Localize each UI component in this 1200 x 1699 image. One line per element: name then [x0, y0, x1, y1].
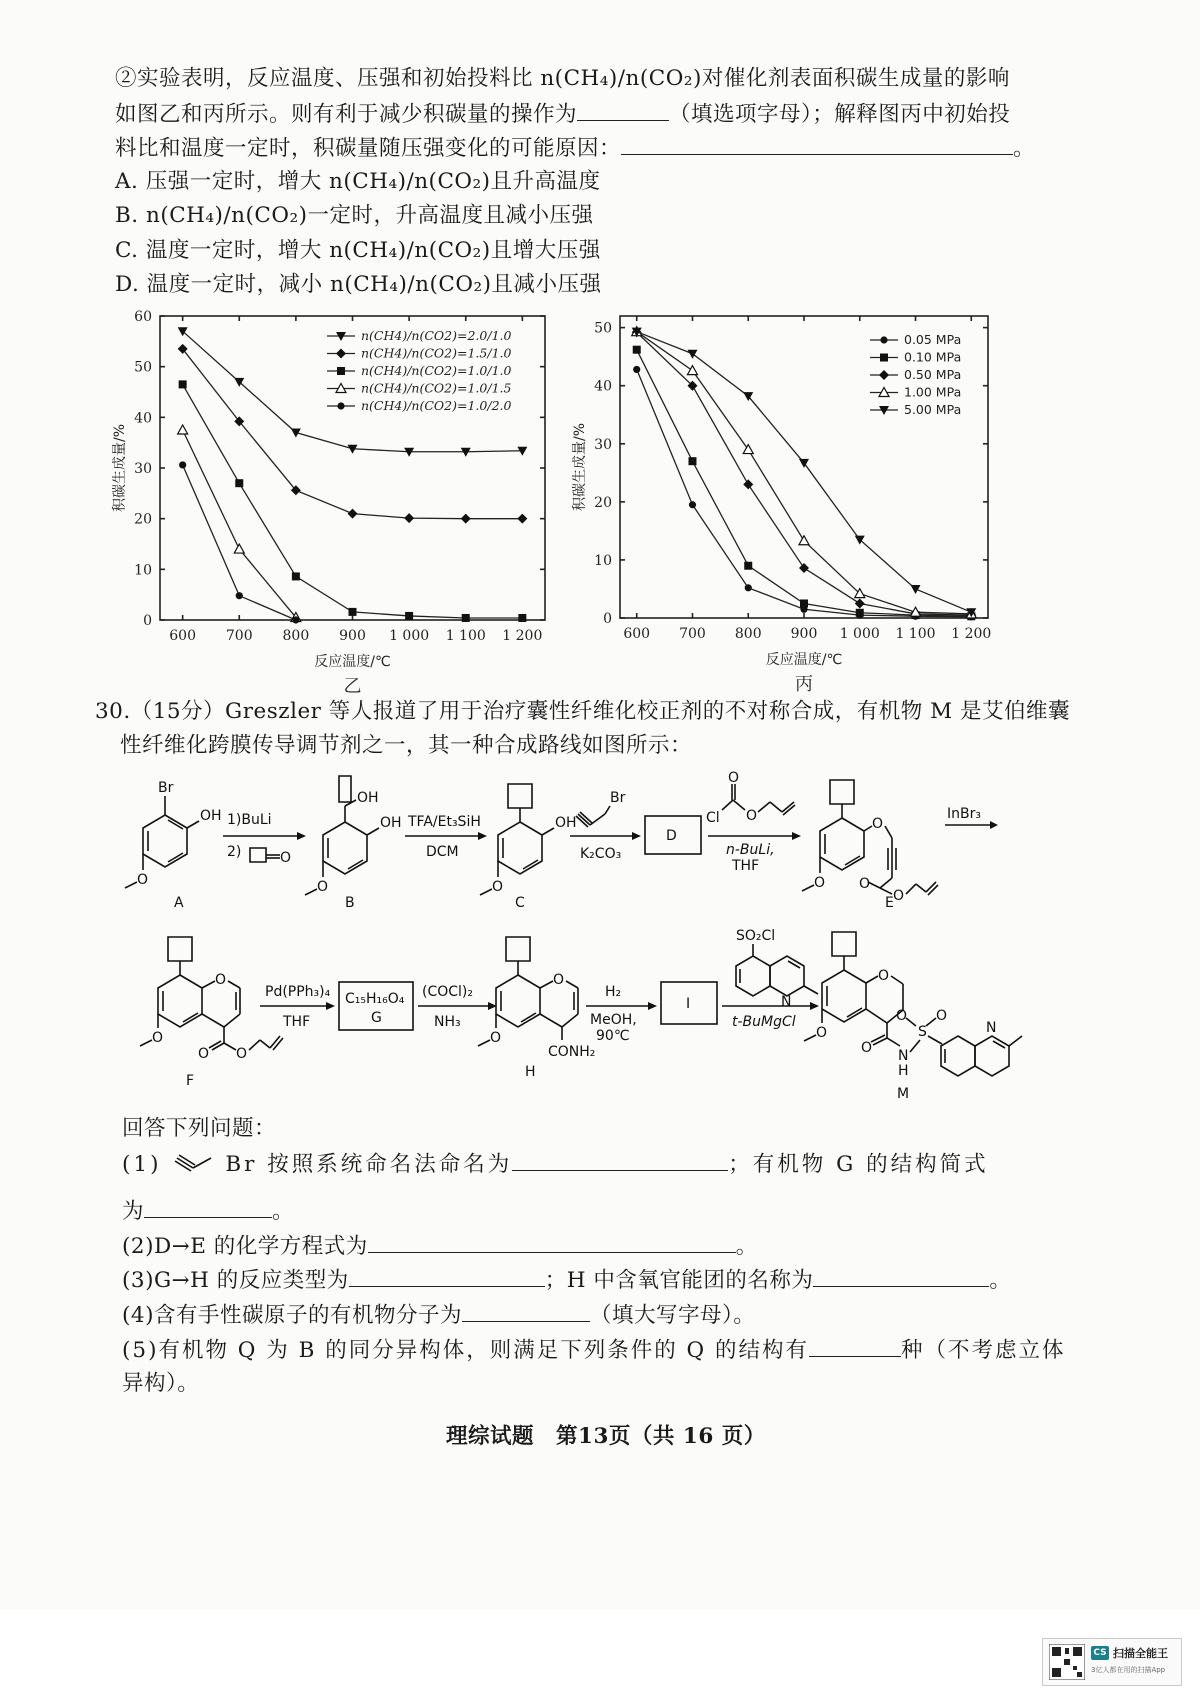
q30-line2: 性纤维化跨膜传导调节剂之一，其一种合成路线如图所示： [120, 733, 693, 758]
data-point [518, 614, 526, 622]
atom-o: O [280, 850, 292, 866]
q29-line3-b: 。 [1013, 136, 1036, 161]
arrowhead [326, 1002, 335, 1010]
arrowhead [810, 1002, 819, 1010]
allyl-chloroformate-icon [706, 770, 795, 826]
atom-o: O [872, 816, 884, 832]
data-point [799, 459, 809, 468]
q2-end: 。 [735, 1234, 758, 1259]
legend-marker [336, 349, 346, 359]
data-point [743, 445, 753, 454]
y-axis-label: 积碳生成量/% [572, 422, 588, 512]
y-axis-label: 积碳生成量/% [112, 423, 128, 513]
x-tick-label: 900 [790, 626, 818, 642]
atom-o: O [893, 888, 905, 904]
quinoline-sulfonyl-chloride-icon [736, 928, 818, 1010]
q29-line2 [115, 98, 1010, 130]
atom-o: O [137, 872, 149, 888]
label-d: D [666, 828, 677, 844]
y-tick-label: 60 [134, 309, 152, 325]
qr-code-icon [1049, 1644, 1085, 1680]
compound-b [305, 776, 402, 911]
atom-o: O [492, 879, 504, 895]
atom-o: O [896, 1008, 908, 1024]
answer-intro: 回答下列问题： [122, 1116, 277, 1141]
page-footer: 理综试题 第13页（共 16 页） [446, 1424, 766, 1449]
atom-o: O [878, 968, 890, 984]
q1-text-e: 。 [272, 1199, 295, 1224]
legend-label: 0.10 MPa [904, 349, 962, 365]
y-tick-label: 20 [594, 494, 612, 511]
data-point [687, 350, 697, 359]
reagent-b-c-bottom: DCM [426, 844, 459, 860]
reagent-h-i-bottom2: 90℃ [596, 1028, 630, 1044]
scanner-name: 扫描全能王 [1113, 1647, 1168, 1660]
legend-label: n(CH4)/n(CO2)=1.0/2.0 [361, 398, 512, 413]
q4-line [122, 1299, 755, 1331]
atom-n: N [986, 1020, 997, 1036]
option-c: C. 温度一定时，增大 n(CH₄)/n(CO₂)且增大压强 [115, 238, 601, 263]
chart-bing [570, 310, 1090, 694]
option-d: D. 温度一定时，减小 n(CH₄)/n(CO₂)且减小压强 [115, 272, 602, 297]
label-c: C [515, 895, 525, 911]
compound-c [480, 784, 577, 911]
q29-line2-a: 如图乙和丙所示。则有利于减少积碳量的操作为 [115, 102, 578, 127]
data-point [687, 366, 697, 375]
cyclobutanone-icon [250, 848, 291, 866]
q1-text-c: ；有机物 G 的结构简式 [728, 1152, 989, 1177]
y-tick-label: 0 [143, 613, 152, 629]
q1-text-d: 为 [122, 1199, 145, 1224]
label-i: I [686, 996, 691, 1012]
atom-oh: OH [357, 790, 379, 806]
y-tick-label: 50 [134, 359, 152, 376]
q1-line2 [122, 1195, 294, 1227]
reagent-g-h-top: (COCl)₂ [422, 984, 473, 1000]
atom-n: N [781, 994, 792, 1010]
atom-br: Br [610, 790, 626, 806]
chart-caption: 乙 [343, 676, 362, 697]
data-point [461, 514, 471, 524]
q5-text-b: 种（不考虑立体 [901, 1338, 1066, 1363]
data-point [405, 612, 413, 620]
group-conh2: CONH₂ [548, 1044, 596, 1060]
atom-o: O [152, 1030, 164, 1046]
arrowhead [648, 1002, 657, 1010]
legend-label: n(CH4)/n(CO2)=1.0/1.0 [361, 363, 512, 378]
atom-oh: OH [200, 808, 222, 824]
answer-blank[interactable] [349, 1264, 545, 1287]
y-tick-label: 10 [134, 562, 152, 579]
q1-num: (1) [122, 1152, 162, 1177]
x-tick-label: 700 [225, 628, 253, 644]
q4-text-b: （填大写字母）。 [589, 1303, 756, 1328]
reagent-e-f: InBr₃ [947, 806, 981, 822]
compound-h [478, 937, 595, 1080]
data-point [236, 592, 243, 599]
x-axis-label: 反应温度/℃ [314, 654, 391, 670]
answer-blank[interactable] [621, 132, 1013, 155]
answer-blank[interactable] [813, 1264, 989, 1287]
q29-line3-a: 料比和温度一定时，积碳量随压强变化的可能原因： [115, 136, 622, 161]
atom-o: O [198, 1046, 210, 1062]
data-point [855, 598, 865, 608]
chart-yi-svg [95, 309, 615, 697]
legend-marker [337, 367, 345, 375]
q5-line [122, 1334, 1066, 1366]
option-a: A. 压强一定时，增大 n(CH₄)/n(CO₂)且升高温度 [115, 169, 601, 194]
data-point [744, 562, 752, 570]
label-g: G [371, 1010, 382, 1026]
atom-n: N [898, 1048, 909, 1064]
x-tick-label: 600 [623, 626, 651, 642]
data-point [633, 366, 640, 373]
reagent-a-b-2: 2) [227, 844, 242, 860]
y-tick-label: 40 [594, 378, 612, 395]
scan-margin [0, 1628, 1200, 1699]
label-e: E [885, 895, 894, 911]
scanner-subtitle: 3亿人都在用的扫描App [1091, 1666, 1166, 1674]
x-tick-label: 1 100 [895, 626, 936, 642]
compound-f [140, 937, 283, 1089]
y-tick-label: 0 [603, 611, 612, 627]
y-tick-label: 30 [594, 436, 612, 453]
q3-text-a: (3)G→H 的反应类型为 [122, 1268, 349, 1293]
legend-label: 0.05 MPa [904, 332, 962, 347]
legend-label: n(CH4)/n(CO2)=1.5/1.0 [361, 345, 512, 361]
atom-o: O [936, 1008, 948, 1024]
q30-line1: 30.（15分）Greszler 等人报道了用于治疗囊性纤维化校正剂的不对称合成，有机物 M 是艾伯维囊 [95, 699, 1070, 724]
legend-label: n(CH4)/n(CO2)=1.0/1.5 [361, 380, 512, 396]
x-axis-label: 反应温度/℃ [765, 652, 843, 668]
atom-oh: OH [555, 815, 577, 831]
data-point [179, 461, 186, 468]
legend-label: 5.00 MPa [904, 402, 962, 417]
compound-m [804, 932, 1022, 1102]
arrowhead [990, 821, 998, 829]
q4-text-a: (4)含有手性碳原子的有机物分子为 [122, 1303, 462, 1328]
legend-marker [880, 336, 887, 343]
label-f: F [186, 1073, 195, 1089]
formula-g: C₁₅H₁₆O₄ [345, 991, 405, 1007]
reagent-c-d-bottom: K₂CO₃ [580, 846, 622, 862]
x-tick-label: 800 [734, 626, 762, 642]
chart-bing-svg [570, 310, 1090, 695]
synthesis-scheme [120, 770, 1100, 1110]
reagent-f-g-top: Pd(PPh₃)₄ [265, 984, 331, 1000]
atom-cl: Cl [706, 810, 720, 826]
atom-o: O [859, 876, 871, 892]
label-b: B [345, 895, 355, 911]
atom-o: O [746, 808, 758, 824]
answer-blank[interactable] [809, 1334, 901, 1357]
data-point [856, 609, 864, 617]
data-point [517, 514, 527, 524]
data-point [633, 346, 641, 354]
plot-frame [160, 316, 545, 620]
data-point [743, 479, 753, 489]
legend-marker [880, 354, 888, 362]
data-point [689, 501, 696, 508]
data-point [800, 599, 808, 607]
compound-e [802, 780, 938, 911]
q3-line [122, 1264, 1011, 1296]
legend-label: n(CH4)/n(CO2)=2.0/1.0 [361, 328, 512, 343]
atom-o: O [553, 972, 565, 988]
reagent-h-i-bottom1: MeOH, [590, 1012, 637, 1028]
compound-a [125, 780, 222, 911]
data-point [799, 563, 809, 573]
answer-blank[interactable] [144, 1195, 272, 1218]
atom-o: O [816, 1025, 828, 1041]
y-tick-label: 30 [134, 461, 152, 477]
data-point [179, 380, 187, 388]
legend-label: 1.00 MPa [904, 384, 962, 400]
reagent-g-h-bottom: NH₃ [434, 1014, 461, 1030]
data-point [348, 509, 358, 519]
data-point [235, 479, 243, 487]
q29-line2-b: （填选项字母）；解释图丙中初始投 [669, 102, 1011, 127]
y-tick-label: 40 [134, 410, 152, 427]
answer-blank[interactable] [512, 1148, 728, 1171]
scanner-logo: CS [1091, 1646, 1109, 1660]
atom-o: O [861, 1040, 873, 1056]
data-point [234, 544, 244, 553]
x-tick-label: 1 000 [389, 628, 430, 644]
y-tick-label: 50 [594, 320, 612, 337]
arrowhead [632, 832, 641, 840]
answer-blank[interactable] [577, 98, 669, 121]
reagent-d-e-2: THF [732, 858, 760, 874]
data-point [688, 457, 696, 465]
label-a: A [174, 895, 184, 911]
answer-blank[interactable] [462, 1299, 590, 1322]
scanner-badge [1042, 1638, 1182, 1686]
reagent-i-m-bottom: t-BuMgCl [732, 1014, 796, 1030]
q2-text: (2)D→E 的化学方程式为 [122, 1234, 368, 1259]
data-point [462, 614, 470, 622]
chart-caption: 丙 [795, 674, 813, 695]
atom-o: O [236, 1046, 248, 1062]
x-tick-label: 800 [282, 628, 310, 644]
series-line [183, 430, 296, 617]
q1-text-b: 按照系统命名法命名为 [267, 1152, 513, 1177]
answer-blank[interactable] [368, 1230, 736, 1253]
atom-s: S [918, 1024, 927, 1040]
data-point [911, 585, 921, 594]
x-tick-label: 600 [169, 628, 197, 644]
atom-o: O [215, 972, 227, 988]
reagent-h-i-top: H₂ [605, 984, 622, 1000]
arrowhead [478, 832, 487, 840]
q1-br: Br [225, 1152, 258, 1177]
q5-line2: 异构）。 [122, 1371, 200, 1396]
data-point [404, 513, 414, 523]
label-m: M [897, 1086, 910, 1102]
y-tick-label: 10 [594, 552, 612, 569]
reagent-f-g-bottom: THF [283, 1014, 311, 1030]
data-point [292, 616, 299, 623]
q5-text-a: (5)有机物 Q 为 B 的同分异构体，则满足下列条件的 Q 的结构有 [122, 1338, 810, 1363]
q3-text-c: 。 [989, 1268, 1012, 1293]
propargyl-bromide-icon [576, 790, 626, 827]
data-point [349, 608, 357, 616]
data-point [292, 572, 300, 580]
legend-marker [879, 370, 889, 380]
arrowhead [792, 832, 801, 840]
reagent-a-b-1: 1)BuLi [227, 812, 272, 828]
atom-o: O [728, 770, 740, 786]
x-tick-label: 1 200 [502, 628, 543, 644]
reagent-b-c-top: TFA/Et₃SiH [408, 814, 481, 830]
propargyl-bromide-icon [171, 1154, 225, 1174]
atom-h: H [898, 1063, 909, 1079]
legend-label: 0.50 MPa [904, 367, 962, 382]
data-point [178, 425, 188, 434]
data-point [745, 584, 752, 591]
reagent-d-e-1: n-BuLi, [726, 842, 775, 858]
q1-line [122, 1148, 989, 1180]
atom-o: O [490, 1030, 502, 1046]
atom-oh: OH [380, 815, 402, 831]
group-so2cl: SO₂Cl [736, 928, 776, 944]
atom-o: O [814, 875, 826, 891]
q29-line3 [115, 132, 1035, 164]
y-tick-label: 20 [134, 511, 152, 528]
x-tick-label: 900 [339, 628, 366, 644]
chart-yi [95, 309, 615, 697]
arrowhead [297, 832, 306, 840]
atom-br: Br [158, 780, 174, 796]
label-h: H [525, 1064, 536, 1080]
q29-line1: ②实验表明，反应温度、压强和初始投料比 n(CH₄)/n(CO₂)对催化剂表面积碳生成量的影响 [115, 66, 1010, 91]
x-tick-label: 1 100 [445, 628, 486, 644]
x-tick-label: 1 200 [951, 626, 992, 642]
legend-marker [337, 402, 344, 409]
q2-line [122, 1230, 758, 1262]
x-tick-label: 700 [679, 626, 706, 642]
x-tick-label: 1 000 [839, 626, 880, 642]
option-b: B. n(CH₄)/n(CO₂)一定时，升高温度且减小压强 [115, 203, 594, 228]
data-point [799, 536, 809, 545]
atom-o: O [317, 879, 329, 895]
q3-text-b: ；H 中含氧官能团的名称为 [544, 1268, 814, 1293]
